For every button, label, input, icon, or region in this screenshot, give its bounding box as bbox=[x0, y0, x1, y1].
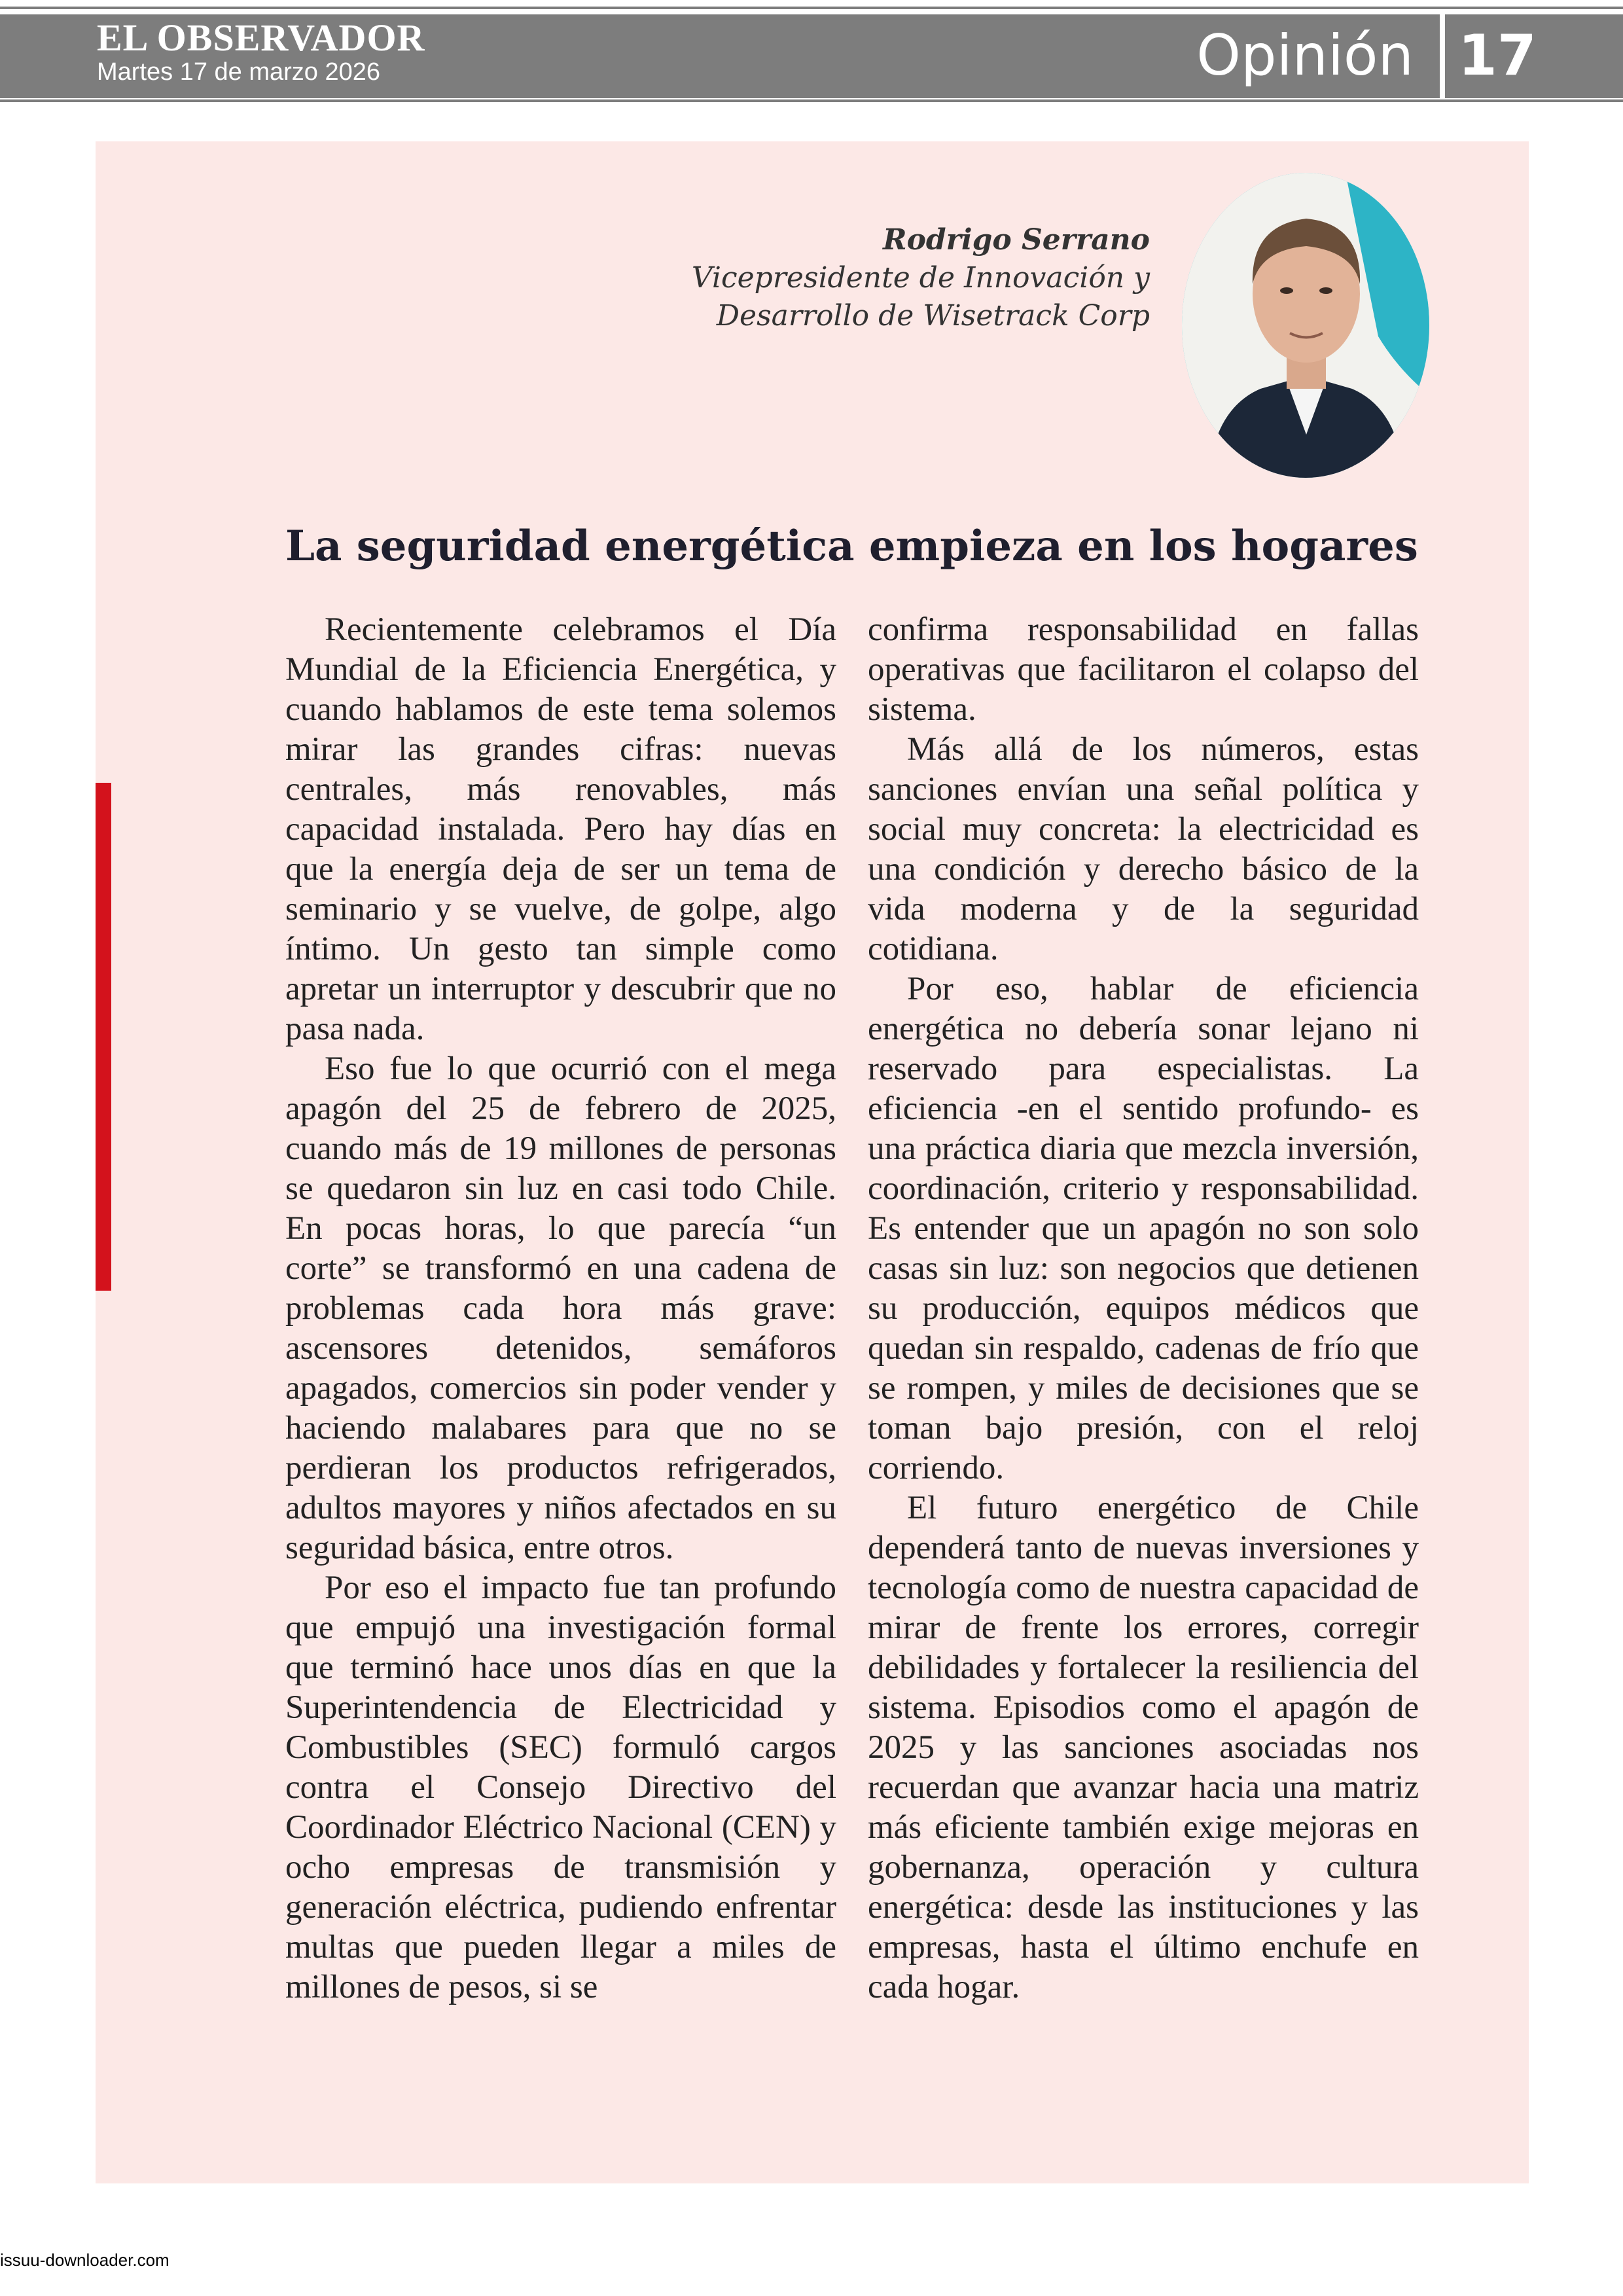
accent-bar bbox=[96, 783, 111, 1291]
paragraph: Por eso el impacto fue tan profundo que empujó una investigación formal que terminó hace unos días en que la Superintendencia de Electricidad y Combustibles (SEC) formuló cargos contra el Consejo Directivo del Coordinador Eléctrico Nacional (CEN) y ocho empresas de transmisión y generación eléctrica, pudiendo enfrentar multas que pueden llegar a miles de millones de pesos, si se bbox=[285, 1570, 836, 2005]
issue-date: Martes 17 de marzo 2026 bbox=[97, 58, 381, 86]
paragraph: El futuro energético de Chile dependerá tanto de nuevas inversiones y tecnología como de nuestra capacidad de mirar de frente los errores, corregir debilidades y fortalecer la resiliencia del sistema. Episodios como el apagón de 2025 y las sanciones asociadas nos recuerdan que avanzar hacia una matriz más eficiente también exige mejoras en gobernanza, operación y cultura energética: desde las instituciones y las empresas, hasta el último enchufe en cada hogar. bbox=[868, 1490, 1419, 2005]
header-bottom-rule bbox=[0, 99, 1623, 102]
article-column-right bbox=[868, 610, 1419, 2007]
page-number: 17 bbox=[1458, 23, 1537, 88]
paragraph-continuation: confirma responsabilidad en fallas operativas que facilitaron el colapso del sistema. bbox=[868, 611, 1419, 728]
paragraph: Por eso, hablar de eficiencia energética no debería sonar lejano ni reservado para especialistas. La eficiencia -en el sentido profundo- es una práctica diaria que mezcla inversión, coordinación, criterio y responsabilidad. Es entender que un apagón no son solo casas sin luz: son negocios que detienen su producción, equipos médicos que quedan sin respaldo, cadenas de frío que se rompen, y miles de decisiones que se toman bajo presión, con el reloj corriendo. bbox=[868, 971, 1419, 1486]
article-headline: La seguridad energética empieza en los hogares bbox=[285, 522, 1418, 571]
newspaper-name: EL OBSERVADOR bbox=[97, 16, 425, 59]
source-watermark: issuu-downloader.com bbox=[0, 2250, 169, 2270]
author-name: Rodrigo Serrano bbox=[883, 223, 1150, 257]
author-portrait-illustration bbox=[1182, 173, 1429, 478]
paragraph: Más allá de los números, estas sanciones envían una señal política y social muy concreta: la electricidad es una condición y derecho básico de la vida moderna y de la seguridad cotidiana. bbox=[868, 731, 1419, 967]
author-role-line2: Desarrollo de Wisetrack Corp bbox=[716, 299, 1150, 332]
author-photo bbox=[1182, 173, 1429, 478]
page-number-divider bbox=[1440, 14, 1445, 98]
author-byline bbox=[692, 221, 1150, 335]
section-title: Opinión bbox=[1196, 23, 1414, 88]
paragraph: Eso fue lo que ocurrió con el mega apagón del 25 de febrero de 2025, cuando más de 19 millones de personas se quedaron sin luz en casi todo Chile. En pocas horas, lo que parecía “un corte” se transformó en una cadena de problemas cada hora más grave: ascensores detenidos, semáforos apagados, comercios sin poder vender y haciendo malabares para que no se perdieran los productos refrigerados, adultos mayores y niños afectados en su seguridad básica, entre otros. bbox=[285, 1050, 836, 1566]
author-role-line1: Vicepresidente de Innovación y bbox=[691, 261, 1150, 295]
article-column-left bbox=[285, 610, 836, 2007]
header-top-rule bbox=[0, 7, 1623, 9]
paragraph: Recientemente celebramos el Día Mundial de la Eficiencia Energética, y cuando hablamos de este tema solemos mirar las grandes cifras: nuevas centrales, más renovables, más capacidad instalada. Pero hay días en que la energía deja de ser un tema de seminario y se vuelve, de golpe, algo íntimo. Un gesto tan simple como apretar un interruptor y descubrir que no pasa nada. bbox=[285, 611, 836, 1047]
